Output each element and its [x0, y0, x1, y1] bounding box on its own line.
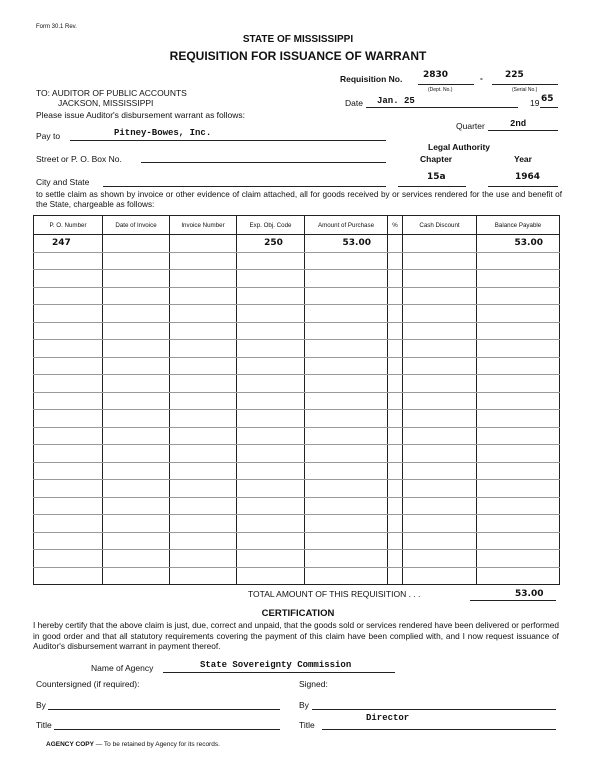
to-line1: TO: AUDITOR OF PUBLIC ACCOUNTS: [36, 88, 187, 98]
cell-date: [103, 392, 170, 410]
cell-po: [34, 357, 103, 375]
to-line2: JACKSON, MISSISSIPPI: [58, 98, 154, 108]
agency-line: [163, 672, 395, 673]
cell-exp: 250: [237, 235, 305, 253]
cell-balance: [477, 550, 560, 568]
cell-po: [34, 252, 103, 270]
cell-exp: [237, 480, 305, 498]
cell-amount: [305, 497, 388, 515]
agency-label: Name of Agency: [91, 663, 154, 673]
dept-no-value: 2830: [423, 70, 449, 80]
cell-amount: [305, 375, 388, 393]
page-title: REQUISITION FOR ISSUANCE OF WARRANT: [169, 49, 427, 63]
total-label: TOTAL AMOUNT OF THIS REQUISITION . . .: [248, 589, 421, 599]
cell-invoice: [170, 252, 237, 270]
table-row: [34, 235, 560, 253]
cell-amount: [305, 410, 388, 428]
cell-po: [34, 567, 103, 585]
cell-invoice: [170, 305, 237, 323]
cell-exp: [237, 270, 305, 288]
cell-invoice: [170, 340, 237, 358]
col-balance: Balance Payable: [477, 216, 560, 235]
certification-text: I hereby certify that the above claim is just, due, correct and unpaid, that the goods sold or services rendered have been delivered or performed in good order and that all statutory requirements covering the payment of this claim have been complied with, and I now request issuance of Auditor's disbursement warrant in payment thereof.: [33, 620, 559, 651]
street-label: Street or P. O. Box No.: [36, 154, 122, 164]
cell-pct: [388, 322, 403, 340]
cell-cash: [403, 567, 477, 585]
cell-cash: [403, 532, 477, 550]
cell-invoice: [170, 462, 237, 480]
cell-balance: [477, 515, 560, 533]
cell-exp: [237, 462, 305, 480]
cell-balance: [477, 392, 560, 410]
cell-pct: [388, 357, 403, 375]
cell-exp: [237, 287, 305, 305]
cell-cash: [403, 270, 477, 288]
cell-balance: [477, 567, 560, 585]
cell-invoice: [170, 532, 237, 550]
date-line: [366, 107, 518, 108]
cell-cash: [403, 497, 477, 515]
cell-date: [103, 515, 170, 533]
cell-po: [34, 445, 103, 463]
cell-balance: [477, 480, 560, 498]
chapter-line: [398, 186, 466, 187]
cell-pct: [388, 410, 403, 428]
date-value: Jan. 25: [377, 96, 415, 106]
cell-po: [34, 392, 103, 410]
agency-value: State Sovereignty Commission: [200, 660, 352, 670]
cell-cash: [403, 235, 477, 253]
cell-cash: [403, 480, 477, 498]
cell-exp: [237, 497, 305, 515]
cell-balance: [477, 252, 560, 270]
table-row-empty: [34, 550, 560, 568]
cell-invoice: [170, 322, 237, 340]
cell-balance: [477, 287, 560, 305]
city-line: [103, 186, 386, 187]
cell-amount: [305, 480, 388, 498]
cell-date: [103, 462, 170, 480]
footer-bold: AGENCY COPY: [46, 741, 94, 748]
cell-amount: [305, 305, 388, 323]
cell-po: 247: [34, 235, 103, 253]
cell-pct: [388, 270, 403, 288]
cell-po: [34, 410, 103, 428]
cell-balance: [477, 427, 560, 445]
cell-po: [34, 375, 103, 393]
cell-cash: [403, 305, 477, 323]
cell-pct: [388, 550, 403, 568]
cell-cash: [403, 427, 477, 445]
cell-exp: [237, 515, 305, 533]
cell-date: [103, 497, 170, 515]
cell-invoice: [170, 375, 237, 393]
cell-amount: [305, 270, 388, 288]
table-row-empty: [34, 322, 560, 340]
table-row-empty: [34, 515, 560, 533]
cell-invoice: [170, 480, 237, 498]
cell-date: [103, 287, 170, 305]
cell-balance: [477, 445, 560, 463]
cell-amount: [305, 287, 388, 305]
chapter-value: 15a: [427, 172, 446, 182]
serial-no-line: [492, 84, 558, 85]
title-line-right: [322, 729, 556, 730]
cell-po: [34, 322, 103, 340]
quarter-line: [488, 130, 558, 131]
cell-date: [103, 322, 170, 340]
serial-no-value: 225: [505, 70, 524, 80]
cell-exp: [237, 532, 305, 550]
cell-balance: [477, 462, 560, 480]
street-line: [141, 162, 386, 163]
legal-year-label: Year: [514, 154, 532, 164]
table-row-empty: [34, 532, 560, 550]
footer-rest: — To be retained by Agency for its records.: [93, 741, 220, 748]
by-line-left: [48, 709, 280, 710]
cell-cash: [403, 410, 477, 428]
cell-date: [103, 305, 170, 323]
cell-balance: [477, 305, 560, 323]
cell-po: [34, 497, 103, 515]
cell-amount: [305, 445, 388, 463]
cell-date: [103, 532, 170, 550]
title-label-right: Title: [299, 720, 315, 730]
cell-cash: [403, 550, 477, 568]
cell-balance: [477, 410, 560, 428]
cell-po: [34, 340, 103, 358]
cell-balance: [477, 532, 560, 550]
cell-invoice: [170, 427, 237, 445]
cell-exp: [237, 445, 305, 463]
cell-date: [103, 357, 170, 375]
cell-po: [34, 515, 103, 533]
cell-cash: [403, 340, 477, 358]
cell-date: [103, 480, 170, 498]
col-exp: Exp. Obj. Code: [237, 216, 305, 235]
cell-pct: [388, 480, 403, 498]
dept-no-caption: (Dept. No.): [428, 87, 453, 93]
table-row-empty: [34, 445, 560, 463]
requisition-label: Requisition No.: [340, 74, 403, 84]
cell-pct: [388, 287, 403, 305]
table-row-empty: [34, 410, 560, 428]
year-line: [540, 107, 558, 108]
cell-amount: [305, 567, 388, 585]
cell-cash: [403, 252, 477, 270]
cell-invoice: [170, 235, 237, 253]
cell-amount: [305, 515, 388, 533]
cell-invoice: [170, 287, 237, 305]
cell-exp: [237, 392, 305, 410]
table-row-empty: [34, 497, 560, 515]
table-header-row: [34, 216, 560, 235]
cell-invoice: [170, 497, 237, 515]
pay-to-value: Pitney-Bowes, Inc.: [114, 128, 212, 138]
cell-pct: [388, 497, 403, 515]
legal-authority-heading: Legal Authority: [428, 142, 491, 152]
cell-invoice: [170, 392, 237, 410]
table-row-empty: [34, 462, 560, 480]
serial-no-caption: (Serial No.): [512, 87, 538, 93]
state-heading: STATE OF MISSISSIPPI: [242, 34, 354, 45]
table-row-empty: [34, 252, 560, 270]
col-invoice: Invoice Number: [170, 216, 237, 235]
table-row-empty: [34, 270, 560, 288]
cell-po: [34, 305, 103, 323]
legal-year-value: 1964: [515, 172, 541, 182]
cell-date: [103, 445, 170, 463]
cell-amount: 53.00: [305, 235, 388, 253]
cell-po: [34, 480, 103, 498]
col-date: Date of Invoice: [103, 216, 170, 235]
legal-year-line: [488, 186, 558, 187]
title-value: Director: [366, 713, 410, 723]
signed-label: Signed:: [299, 679, 328, 689]
cell-date: [103, 375, 170, 393]
year-prefix: 19: [530, 98, 540, 108]
title-line-left: [54, 729, 280, 730]
cell-exp: [237, 567, 305, 585]
cell-pct: [388, 515, 403, 533]
countersigned-label: Countersigned (if required):: [36, 679, 140, 689]
footer-note: [46, 741, 220, 748]
total-line: [470, 600, 556, 601]
col-pct: %: [388, 216, 403, 235]
cell-date: [103, 235, 170, 253]
cell-amount: [305, 532, 388, 550]
cell-date: [103, 410, 170, 428]
cell-balance: [477, 375, 560, 393]
cell-amount: [305, 357, 388, 375]
cell-balance: [477, 357, 560, 375]
cell-pct: [388, 340, 403, 358]
cell-po: [34, 270, 103, 288]
claims-table: [33, 215, 560, 585]
settle-text: to settle claim as shown by invoice or other evidence of claim attached, all for goods received by or services rendered for the use and benefit of the State, chargeable as follows:: [36, 190, 562, 209]
col-amount: Amount of Purchase: [305, 216, 388, 235]
table-row-empty: [34, 392, 560, 410]
cell-amount: [305, 252, 388, 270]
cell-exp: [237, 427, 305, 445]
cell-pct: [388, 532, 403, 550]
by-label-right: By: [299, 700, 309, 710]
cell-date: [103, 550, 170, 568]
cell-pct: [388, 305, 403, 323]
cell-exp: [237, 410, 305, 428]
cell-pct: [388, 235, 403, 253]
by-label-left: By: [36, 700, 46, 710]
cell-cash: [403, 322, 477, 340]
cell-amount: [305, 340, 388, 358]
cell-balance: [477, 322, 560, 340]
dept-no-line: [418, 84, 474, 85]
cell-cash: [403, 462, 477, 480]
cell-invoice: [170, 357, 237, 375]
cell-balance: [477, 270, 560, 288]
cell-cash: [403, 445, 477, 463]
city-label: City and State: [36, 177, 90, 187]
cell-date: [103, 252, 170, 270]
table-row-empty: [34, 305, 560, 323]
cell-amount: [305, 392, 388, 410]
pay-to-label: Pay to: [36, 131, 61, 141]
cell-date: [103, 270, 170, 288]
cell-pct: [388, 375, 403, 393]
cell-exp: [237, 340, 305, 358]
cell-pct: [388, 427, 403, 445]
col-cash: Cash Discount: [403, 216, 477, 235]
cell-pct: [388, 567, 403, 585]
cell-invoice: [170, 445, 237, 463]
cell-date: [103, 567, 170, 585]
table-row-empty: [34, 287, 560, 305]
cell-cash: [403, 392, 477, 410]
pay-to-line: [70, 140, 386, 141]
cell-cash: [403, 287, 477, 305]
date-label: Date: [345, 98, 363, 108]
cell-cash: [403, 375, 477, 393]
cell-date: [103, 427, 170, 445]
cell-pct: [388, 252, 403, 270]
cell-date: [103, 340, 170, 358]
table-row-empty: [34, 480, 560, 498]
form-id: Form 30.1 Rev.: [36, 24, 77, 30]
cell-exp: [237, 322, 305, 340]
cell-cash: [403, 515, 477, 533]
chapter-label: Chapter: [420, 154, 453, 164]
cell-balance: 53.00: [477, 235, 560, 253]
cell-invoice: [170, 515, 237, 533]
cell-po: [34, 550, 103, 568]
quarter-label: Quarter: [456, 121, 485, 131]
cell-balance: [477, 340, 560, 358]
title-label-left: Title: [36, 720, 52, 730]
table-row-empty: [34, 340, 560, 358]
cell-pct: [388, 445, 403, 463]
cell-pct: [388, 392, 403, 410]
table-row-empty: [34, 567, 560, 585]
cell-exp: [237, 305, 305, 323]
cell-exp: [237, 550, 305, 568]
cell-amount: [305, 322, 388, 340]
total-value: 53.00: [515, 589, 544, 599]
cell-balance: [477, 497, 560, 515]
cell-exp: [237, 357, 305, 375]
cell-amount: [305, 550, 388, 568]
by-line-right: [312, 709, 556, 710]
cell-exp: [237, 252, 305, 270]
quarter-value: 2nd: [510, 119, 527, 129]
table-row-empty: [34, 375, 560, 393]
cell-pct: [388, 462, 403, 480]
table-row-empty: [34, 427, 560, 445]
instruction-text: Please issue Auditor's disbursement warrant as follows:: [36, 110, 246, 120]
cell-amount: [305, 427, 388, 445]
cell-po: [34, 462, 103, 480]
cell-po: [34, 427, 103, 445]
year-value: 65: [541, 94, 554, 104]
cell-invoice: [170, 550, 237, 568]
cell-invoice: [170, 270, 237, 288]
cell-exp: [237, 375, 305, 393]
cell-amount: [305, 462, 388, 480]
cell-po: [34, 287, 103, 305]
certification-heading: CERTIFICATION: [261, 608, 335, 619]
cell-invoice: [170, 410, 237, 428]
table-row-empty: [34, 357, 560, 375]
col-po: P. O. Number: [34, 216, 103, 235]
cell-invoice: [170, 567, 237, 585]
cell-cash: [403, 357, 477, 375]
cell-po: [34, 532, 103, 550]
